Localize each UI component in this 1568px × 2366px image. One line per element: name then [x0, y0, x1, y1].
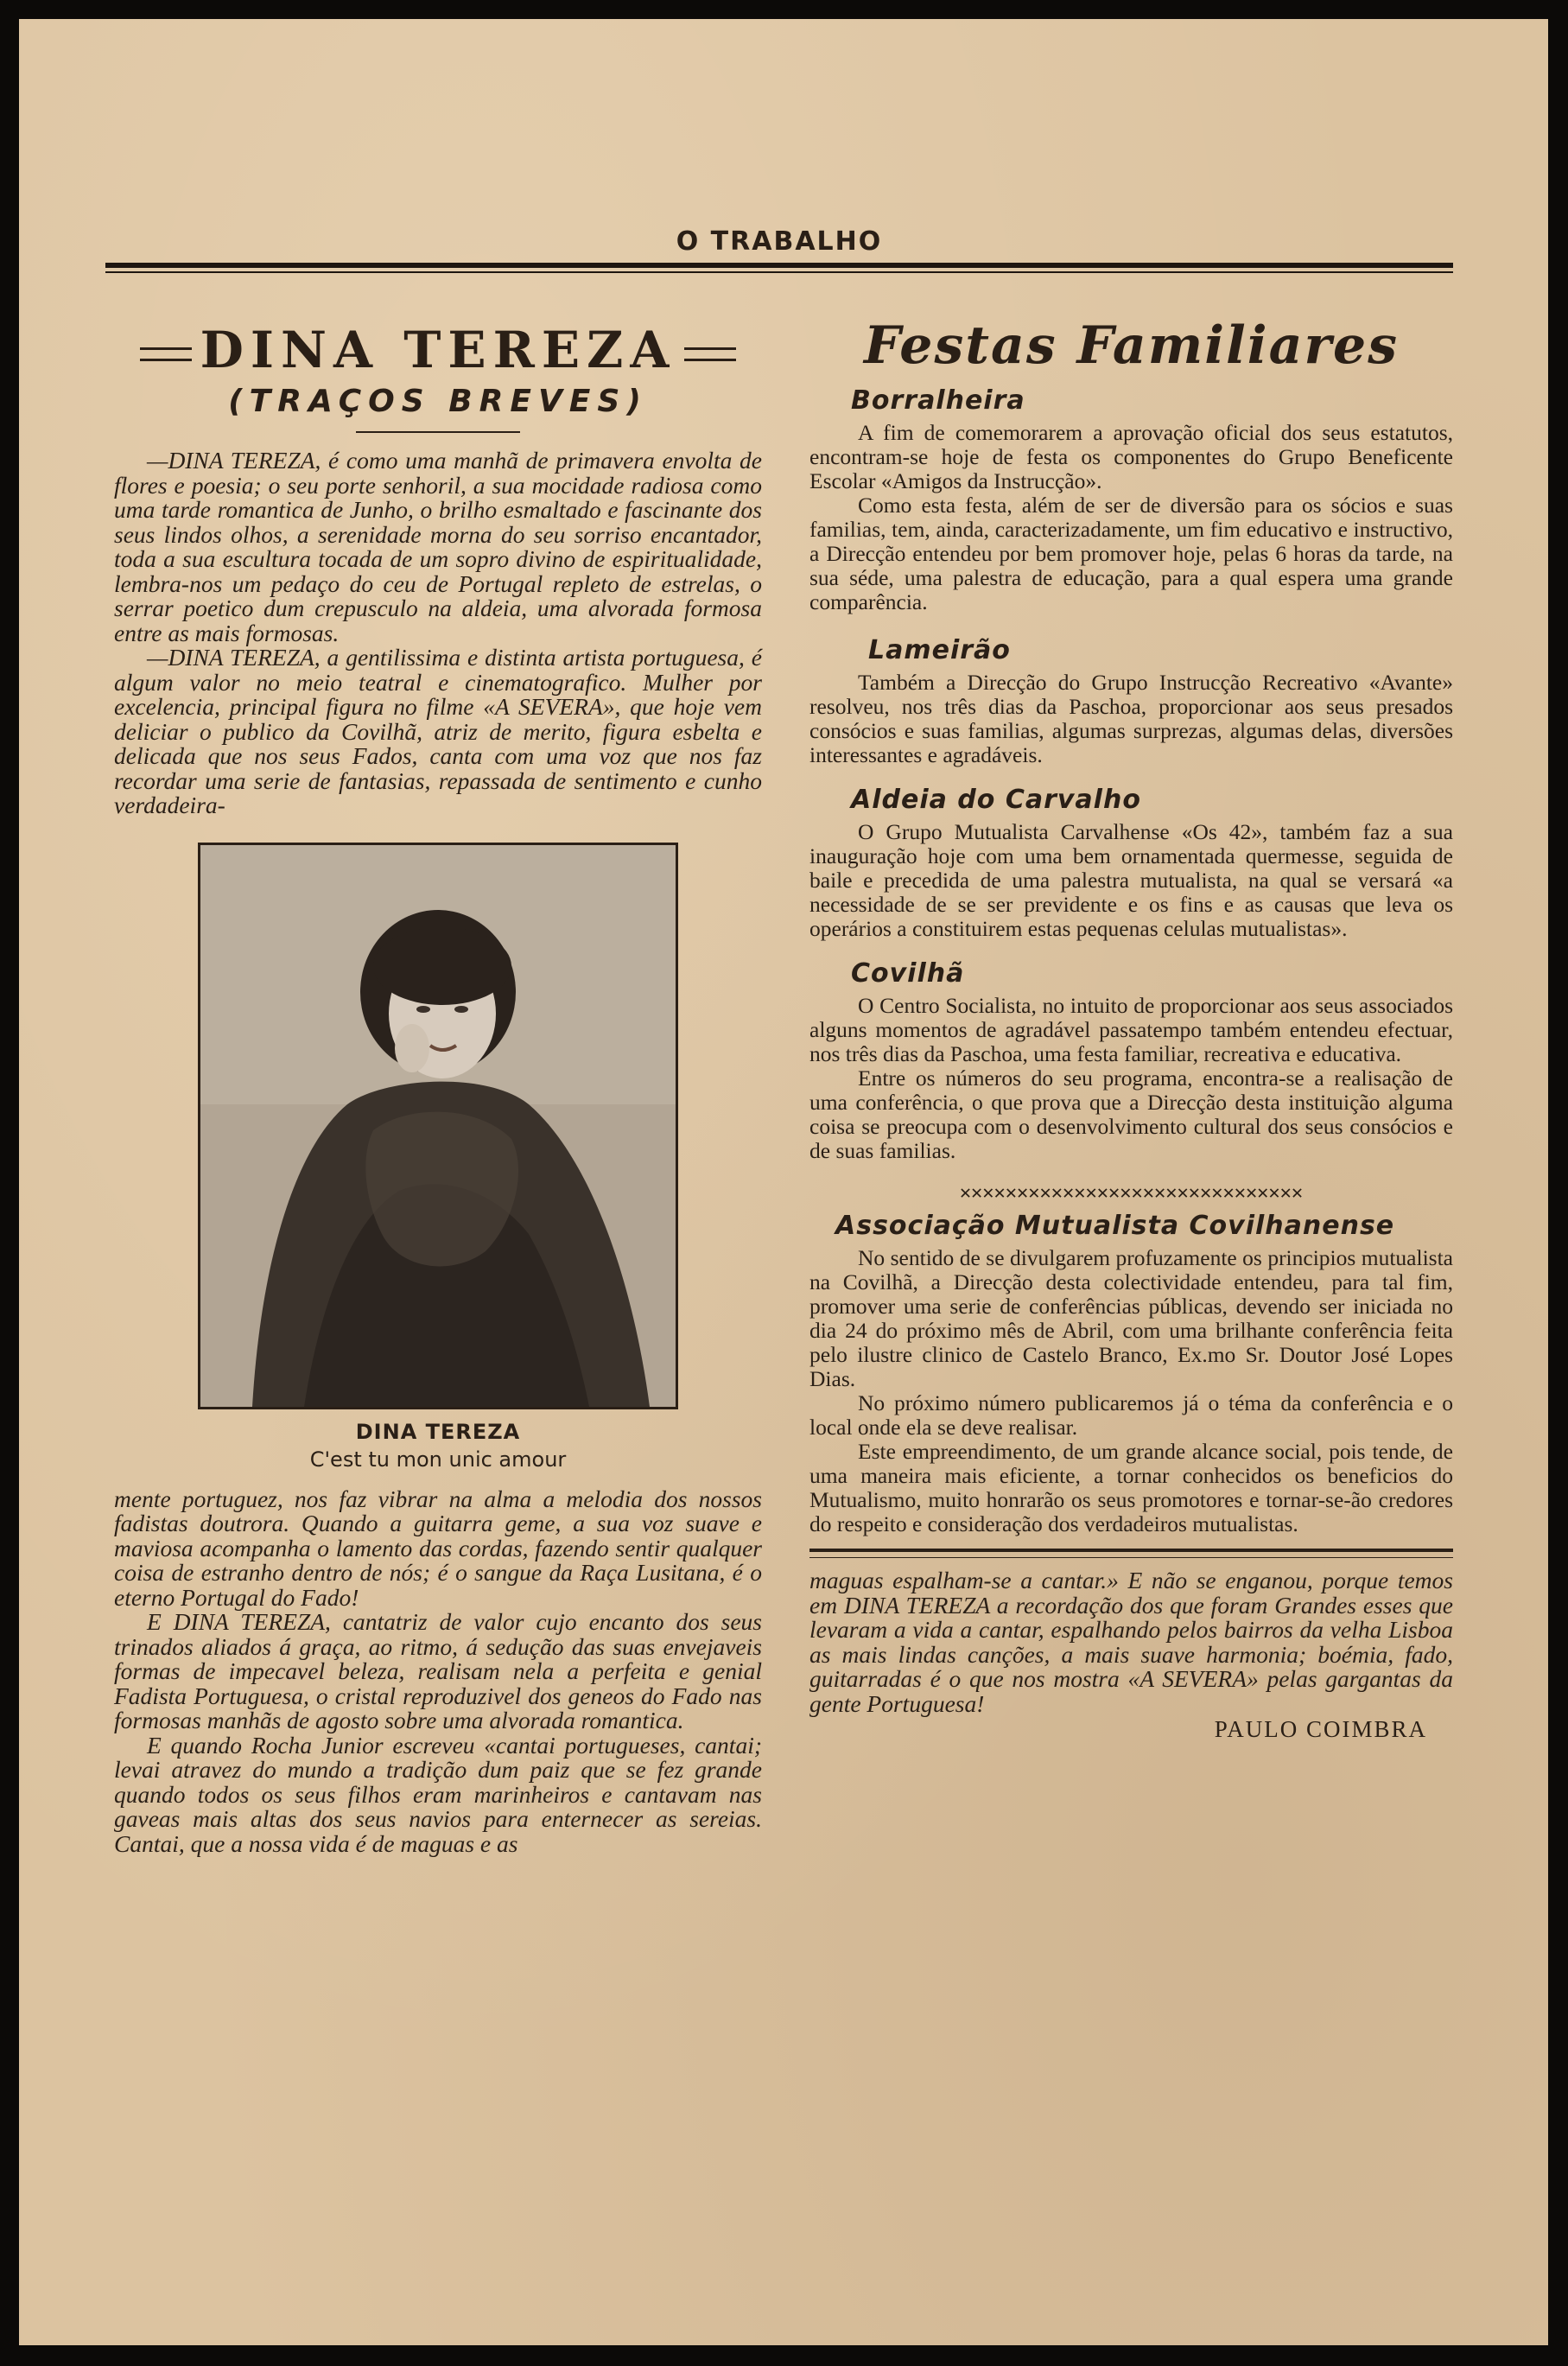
article-paragraph: E quando Rocha Junior escreveu «cantai portugueses, cantai; levai atravez do mundo a tradição dum paiz que se fez grande quando todos os seus filhos eram marinheiros e cantavam nas gaveas mais altas dos seus navios para enternecer as sereias. Cantai, que a nossa vida é de maguas e as	[114, 1731, 762, 1857]
column-rule-thin	[809, 1557, 1453, 1558]
section-heading-borralheira: Borralheira	[851, 385, 1025, 416]
article-body-bottom	[114, 1487, 762, 1857]
author-signature: PAULO COIMBRA	[1214, 1716, 1427, 1742]
title-ornament-left	[140, 347, 192, 361]
title-ornament-right	[684, 347, 736, 361]
article-continuation	[809, 1568, 1453, 1716]
section-body-covilha	[809, 994, 1453, 1163]
portrait-photo	[198, 843, 678, 1409]
newspaper-page	[19, 19, 1548, 2345]
festas-familiares-column	[809, 313, 1453, 1743]
photo-caption-name: DINA TEREZA	[355, 1419, 521, 1444]
festas-title: Festas Familiares	[863, 315, 1400, 376]
newspaper-title: O TRABALHO	[676, 226, 883, 257]
section-heading-aldeia-do-carvalho: Aldeia do Carvalho	[851, 785, 1141, 815]
ornamental-divider: ✕✕✕✕✕✕✕✕✕✕✕✕✕✕✕✕✕✕✕✕✕✕✕✕✕✕✕✕✕✕	[959, 1182, 1304, 1204]
section-paragraph: Como esta festa, além de ser de diversão para os sócios e suas familias, tem, ainda, caracterizadamente, um fim educativo e instructivo, a Direcção entendeu por bem promover hoje, pelas 6 horas da tarde, na sua séde, uma palestra de educação, para a qual espera uma grande comparência.	[809, 493, 1453, 614]
section-paragraph: O Centro Socialista, no intuito de proporcionar aos seus associados alguns momentos de agradável passatempo também entendeu efectuar, nos três dias da Paschoa, uma festa familiar, recreativa e educativa.	[809, 993, 1453, 1066]
section-paragraph: O Grupo Mutualista Carvalhense «Os 42», também faz a sua inauguração hoje com uma bem ornamentada quermesse, seguida de baile e precedida de uma palestra mutualista, na qual se versará «a necessidade de se ser previdente e os fins e as causas que leva os operários a constituirem estas pequenas celulas mutualistas».	[809, 819, 1453, 941]
section-body-lameirao	[809, 671, 1453, 767]
article-paragraph: —DINA TEREZA, a gentilissima e distinta artista portuguesa, é algum valor no meio teatral e cinematografico. Mulher por excelencia, principal figura no filme «A SEVERA», que hoje vem deliciar o publico da Covilhã, atriz de merito, figura esbelta e delicada que nos seus Fados, canta com uma voz que nos faz recordar uma serie de fantasias, repassada de sentimento e cunho verdadeira-	[114, 644, 762, 818]
section-body-borralheira	[809, 421, 1453, 614]
continuation-paragraph: maguas espalham-se a cantar.» E não se enganou, porque temos em DINA TEREZA a recordação dos que foram Grandes esses que levaram a vida a cantar, espalhando pelos bairros da velha Lisboa as mais lindas canções, a mais suave harmonia; boémia, fado, guitarradas é o que nos mostra «A SEVERA» pelas gargantas da gente Portuguesa!	[809, 1567, 1453, 1717]
section-body-aldeia-do-carvalho	[809, 820, 1453, 941]
article-body-top	[114, 448, 762, 818]
article-title-text: DINA TEREZA	[200, 321, 676, 379]
header-rule-thick	[105, 263, 1453, 268]
dina-tereza-article	[114, 313, 762, 1856]
section-heading-covilha: Covilhã	[851, 958, 965, 989]
section-paragraph: No próximo número publicaremos já o téma da conferência e o local onde ela se deve realisar.	[809, 1390, 1453, 1440]
section-paragraph: No sentido de se divulgarem profuzamente os principios mutualista na Covilhã, a Direcção desta colectividade entendeu, para tal fim, promover uma serie de conferências públicas, devendo ser iniciada no dia 24 do próximo mês de Abril, com uma brilhante conferência feita pelo ilustre clinico de Castelo Branco, Ex.mo Sr. Doutor José Lopes Dias.	[809, 1245, 1453, 1391]
article-paragraph: mente portuguez, nos faz vibrar na alma a melodia dos nossos fadistas doutrora. Quando a guitarra geme, a sua voz suave e maviosa acompanha o lamento das cordas, fazendo sentir qualquer coisa de estranho dentro de nós; é o sangue da Raça Lusitana, é o eterno Portugal do Fado!	[114, 1485, 762, 1611]
article-paragraph: E DINA TEREZA, cantatriz de valor cujo encanto dos seus trinados aliados á graça, ao ritmo, á sedução das suas envejaveis formas de impecavel beleza, realisam nela a perfeita e genial Fadista Portuguesa, o cristal reproduzivel dos geneos do Fado nas formosas manhãs de agosto sobre uma alvorada romantica.	[114, 1608, 762, 1733]
section-paragraph: Também a Direcção do Grupo Instrucção Recreativo «Avante» resolveu, nos três dias da Paschoa, proporcionar aos seus presados consócios e suas familias, algumas surprezas, algumas delas, diversões interessantes e agradáveis.	[809, 670, 1453, 767]
column-rule-thick	[809, 1549, 1453, 1552]
article-title	[114, 320, 762, 380]
photo-caption-song: C'est tu mon unic amour	[309, 1447, 567, 1472]
article-paragraph: —DINA TEREZA, é como uma manhã de primavera envolta de flores e poesia; o seu porte senhoril, a sua mocidade radiosa como uma tarde romantica de Junho, o brilho esmaltado e fascinante dos seus lindos olhos, a serenidade morna do seu sorriso encantador, toda a sua escultura tocada de um sopro divino de espiritualidade, lembra-nos um pedaço do ceu de Portugal repleto de estrelas, o serrar poetico dum crepusculo na aldeia, uma alvorada formosa entre as mais formosas.	[114, 447, 762, 646]
section-body-associacao	[809, 1246, 1453, 1536]
section-paragraph: A fim de comemorarem a aprovação oficial dos seus estatutos, encontram-se hoje de festa os componentes do Grupo Beneficente Escolar «Amigos da Instrucção».	[809, 420, 1453, 493]
section-paragraph: Entre os números do seu programa, encontra-se a realisação de uma conferência, o que prova que a Direcção desta instituição alguma coisa se preocupa com o desenvolvimento cultural dos seus consócios e de suas familias.	[809, 1065, 1453, 1163]
section-paragraph: Este empreendimento, de um grande alcance social, pois tende, de uma maneira mais eficiente, a tornar conhecidos os beneficios do Mutualismo, muito honrarão os seus promotores e tornar-se-ão credores do respeito e consideração dos verdadeiros mutualistas.	[809, 1439, 1453, 1536]
portrait-illustration	[200, 845, 676, 1407]
section-heading-associacao: Associação Mutualista Covilhanense	[835, 1211, 1395, 1241]
section-heading-lameirao: Lameirão	[868, 635, 1011, 665]
subtitle-rule	[356, 431, 520, 433]
header-rule-thin	[105, 271, 1453, 273]
article-subtitle: (TRAÇOS BREVES)	[228, 384, 648, 419]
